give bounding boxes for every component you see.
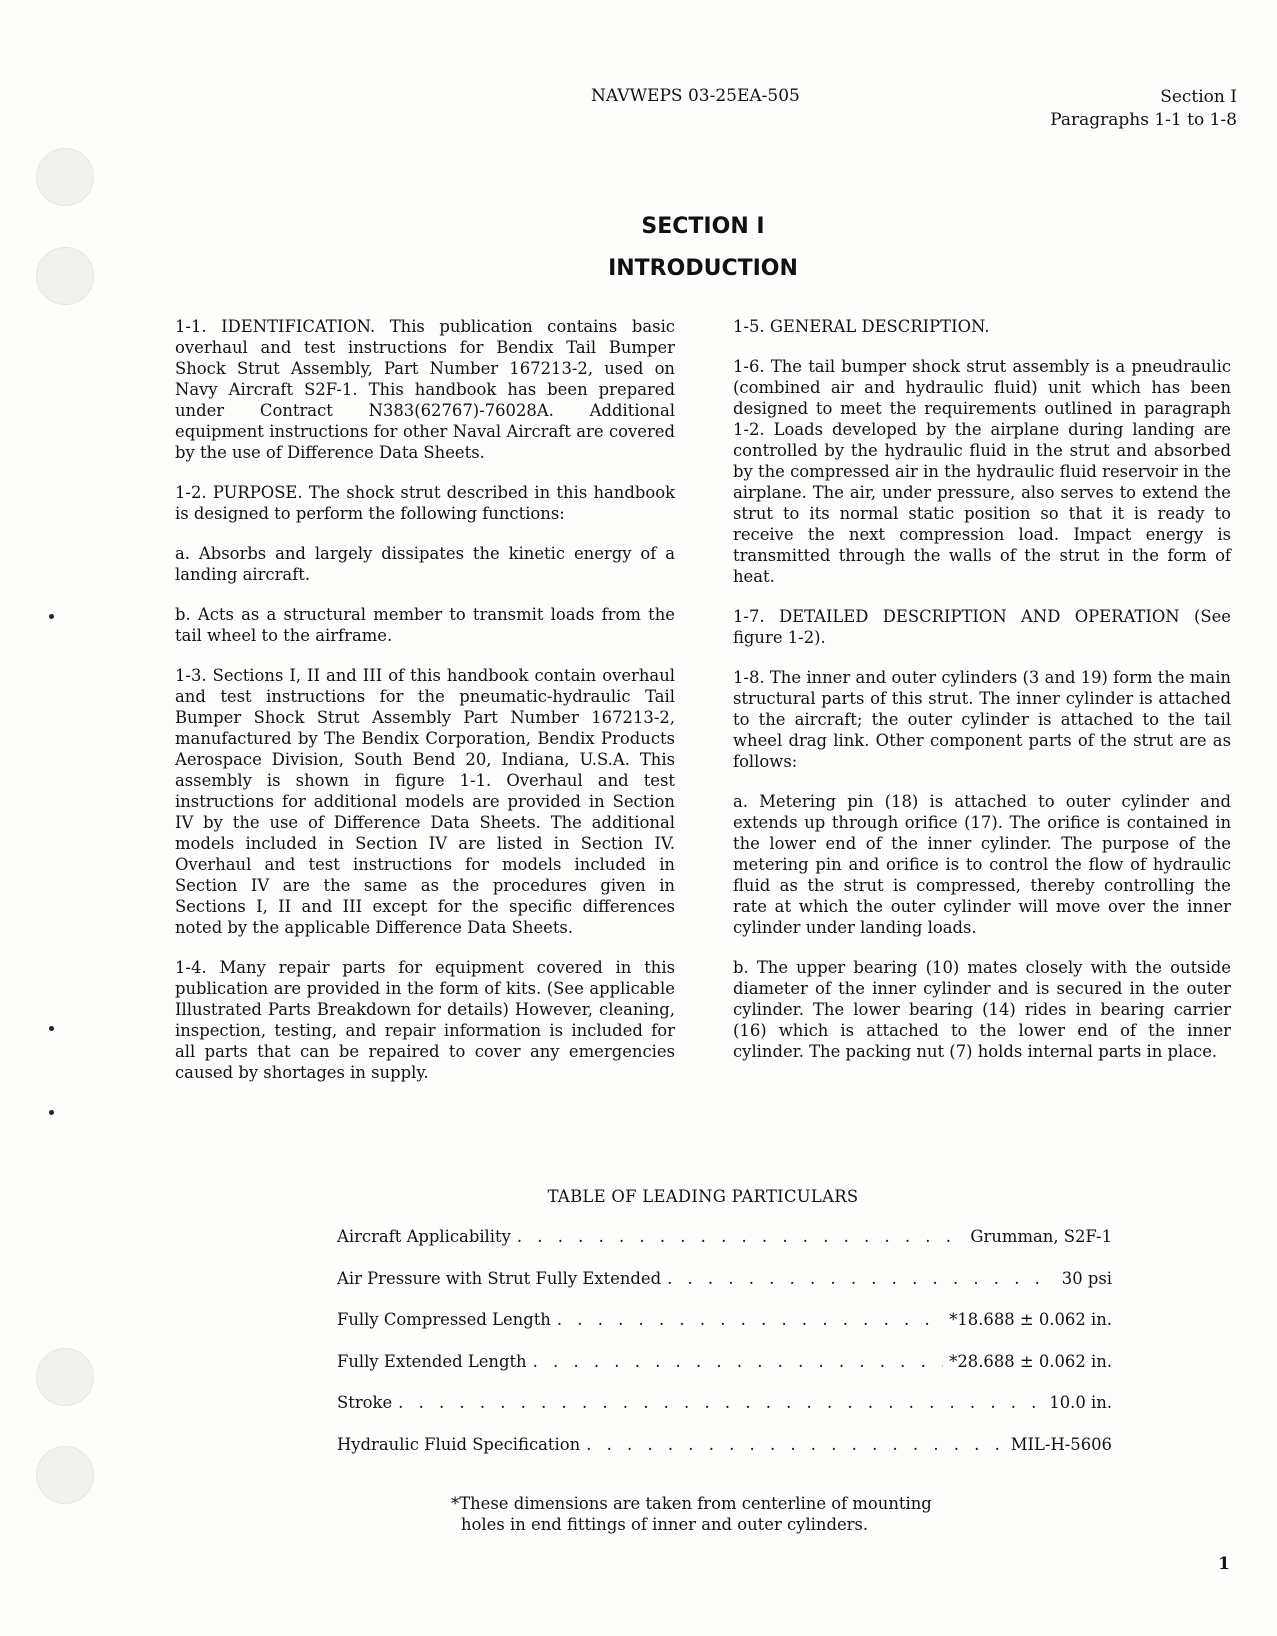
paragraph-heading: 1-7. DETAILED DESCRIPTION AND OPERATION (See figure 1-2). — [733, 607, 1231, 647]
list-item: a. Absorbs and largely dissipates the kinetic energy of a landing aircraft. — [175, 544, 675, 584]
row-value: MIL-H-5606 — [1010, 1434, 1112, 1454]
punch-hole — [36, 148, 94, 206]
list-item: b. Acts as a structural member to transmit loads from the tail wheel to the airframe. — [175, 605, 675, 645]
row-value: *18.688 ± 0.062 in. — [949, 1310, 1112, 1330]
punch-hole — [36, 1348, 94, 1406]
section-reference — [1050, 86, 1237, 132]
leader-dots — [586, 1435, 1005, 1454]
paragraph: 1-8. The inner and outer cylinders (3 and 19) form the main structural parts of this strut. The inner cylinder is attached to the aircraft; the outer cylinder is attached to the tail wheel drag link. Other component parts of the strut are as follows: — [733, 668, 1231, 771]
row-value: *28.688 ± 0.062 in. — [949, 1351, 1112, 1371]
footnote — [451, 1493, 932, 1535]
row-value: 10.0 in. — [1049, 1393, 1112, 1413]
leader-dots — [533, 1352, 944, 1371]
table-row — [337, 1310, 1112, 1352]
paragraph: 1-3. Sections I, II and III of this handbook contain overhaul and test instructions for the pneumatic-hydraulic Tail Bumper Shock Strut Assembly Part Number 167213-2, manufactured by The Bendix Corporation, Bendix Products Aerospace Division, South Bend 20, Indiana, U.S.A. This assembly is shown in figure 1-1. Overhaul and test instructions for additional models are provided in Section IV by the use of Difference Data Sheets. The additional models included in Section IV are listed in Section IV. Overhaul and test instructions for models included in Section IV are the same as the procedures given in Sections I, II and III except for the specific differences noted by the applicable Difference Data Sheets. — [175, 666, 675, 937]
paragraph: 1-1. IDENTIFICATION. This publication contains basic overhaul and test instructions for Bendix Tail Bumper Shock Strut Assembly, Part Number 167213-2, used on Navy Aircraft S2F-1. This handbook has been prepared under Contract N383(62767)-76028A. Additional equipment instructions for other Naval Aircraft are covered by the use of Difference Data Sheets. — [175, 317, 675, 462]
particulars-table — [337, 1227, 1112, 1477]
row-value: Grumman, S2F-1 — [970, 1227, 1112, 1246]
paragraph: 1-6. The tail bumper shock strut assembly is a pneudraulic (combined air and hydraulic fluid) unit which has been designed to meet the requirements outlined in paragraph 1-2. Loads developed by the airplane during landing are controlled by the hydraulic fluid in the strut and absorbed by the compressed air in the hydraulic fluid reservoir in the airplane. The air, under pressure, also serves to extend the strut to its normal static position so that it is ready to receive the next compression load. Impact energy is transmitted through the walls of the strut in the form of heat. — [733, 357, 1231, 586]
section-heading: SECTION I — [641, 214, 765, 239]
table-row — [337, 1227, 1112, 1269]
footnote-line: holes in end fittings of inner and outer cylinders. — [461, 1515, 869, 1534]
paragraph-range: Paragraphs 1-1 to 1-8 — [1050, 110, 1237, 130]
list-item: b. The upper bearing (10) mates closely with the outside diameter of the inner cylinder and is secured in the outer cylinder. The lower bearing (14) rides in bearing carrier (16) which is attached to the lower end of the inner cylinder. The packing nut (7) holds internal parts in place. — [733, 958, 1231, 1061]
left-column — [175, 316, 675, 1102]
paragraph-heading: 1-5. GENERAL DESCRIPTION. — [733, 317, 990, 336]
leader-dots — [517, 1227, 965, 1246]
row-value: 30 psi — [1061, 1268, 1112, 1288]
table-title: TABLE OF LEADING PARTICULARS — [547, 1187, 859, 1206]
margin-dot — [49, 1026, 54, 1031]
table-row — [337, 1269, 1112, 1311]
leader-dots — [398, 1393, 1043, 1412]
footnote-line: *These dimensions are taken from centerline of mounting — [451, 1494, 932, 1513]
section-title: INTRODUCTION — [608, 256, 798, 281]
list-item: a. Metering pin (18) is attached to outer cylinder and extends up through orifice (17). The orifice is contained in the lower end of the inner cylinder. The purpose of the metering pin and orifice is to control the flow of hydraulic fluid as the strut is compressed, thereby controlling the rate at which the outer cylinder will move over the inner cylinder under landing loads. — [733, 792, 1231, 937]
section-label: Section I — [1160, 87, 1237, 107]
leader-dots — [557, 1310, 943, 1329]
row-label: Fully Extended Length — [337, 1351, 527, 1371]
margin-dot — [49, 614, 54, 619]
row-label: Fully Compressed Length — [337, 1310, 551, 1330]
table-row — [337, 1352, 1112, 1394]
row-label: Hydraulic Fluid Specification — [337, 1434, 581, 1454]
right-column — [733, 316, 1231, 1081]
row-label: Aircraft Applicability — [337, 1227, 511, 1246]
paragraph: 1-2. PURPOSE. The shock strut described in this handbook is designed to perform the following functions: — [175, 483, 675, 523]
row-label: Stroke — [337, 1393, 393, 1413]
page-number: 1 — [1218, 1554, 1230, 1574]
row-label: Air Pressure with Strut Fully Extended — [337, 1268, 662, 1288]
paragraph: 1-4. Many repair parts for equipment covered in this publication are provided in the form of kits. (See applicable Illustrated Parts Breakdown for details) However, cleaning, inspection, testing, and repair information is included for all parts that can be repaired to cover any emergencies caused by shortages in supply. — [175, 958, 675, 1082]
table-row — [337, 1393, 1112, 1435]
table-row — [337, 1435, 1112, 1477]
punch-hole — [36, 1446, 94, 1504]
margin-dot — [49, 1110, 54, 1115]
leader-dots — [667, 1269, 1056, 1288]
document-number: NAVWEPS 03-25EA-505 — [591, 86, 800, 106]
